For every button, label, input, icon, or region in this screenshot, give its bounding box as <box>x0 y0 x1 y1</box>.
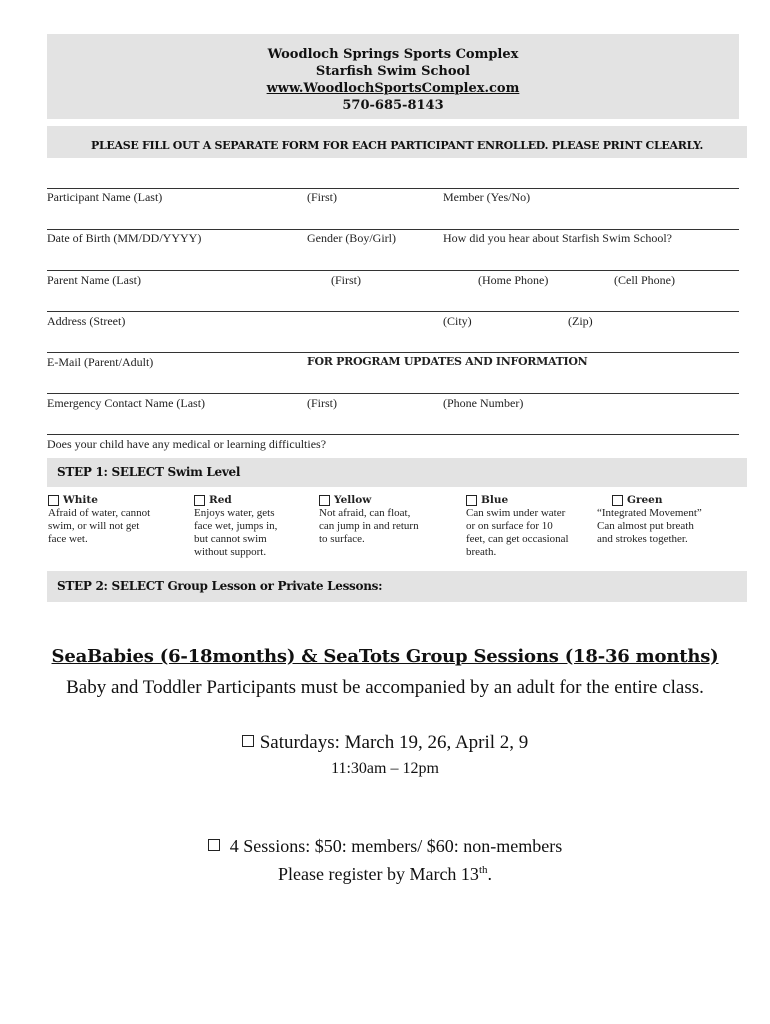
level-white[interactable] <box>48 494 150 546</box>
checkbox-red[interactable] <box>194 495 205 506</box>
level-desc: and strokes together. <box>597 533 688 545</box>
instructions-banner: PLEASE FILL OUT A SEPARATE FORM FOR EACH PARTICIPANT ENROLLED. PLEASE PRINT CLEARLY. <box>47 126 747 158</box>
home-phone-label: (Home Phone) <box>478 273 549 287</box>
checkbox-white[interactable] <box>48 495 59 506</box>
participant-last-label: Participant Name (Last) <box>47 190 163 204</box>
step1-label: STEP 1: SELECT Swim Level <box>57 465 241 479</box>
level-desc: to surface. <box>319 533 365 545</box>
level-name: Blue <box>481 494 509 506</box>
header-box <box>47 34 739 119</box>
deadline-period: . <box>487 864 492 884</box>
program-title: SeaBabies (6-18months) & SeaTots Group Sessions (18-36 months) <box>51 646 719 667</box>
level-red[interactable] <box>194 494 277 559</box>
level-desc: swim, or will not get <box>48 520 140 532</box>
level-desc: Enjoys water, gets <box>194 507 275 519</box>
level-desc: Can swim under water <box>466 507 566 519</box>
medical-question: Does your child have any medical or learning difficulties? <box>47 437 327 451</box>
field-line[interactable] <box>47 229 739 230</box>
address-label: Address (Street) <box>47 314 126 328</box>
level-name: Yellow <box>334 494 372 506</box>
price-text: 4 Sessions: $50: members/ $60: non-members <box>229 836 563 856</box>
field-line[interactable] <box>47 311 739 312</box>
school-name: Starfish Swim School <box>315 64 471 79</box>
city-label: (City) <box>443 314 472 328</box>
zip-label: (Zip) <box>568 314 593 328</box>
hear-about-label: How did you hear about Starfish Swim School? <box>443 231 672 245</box>
level-blue[interactable] <box>466 494 569 559</box>
program-note: Baby and Toddler Participants must be accompanied by an adult for the entire class. <box>66 677 704 698</box>
checkbox-green[interactable] <box>612 495 623 506</box>
level-desc: or on surface for 10 <box>466 520 553 532</box>
email-label: E-Mail (Parent/Adult) <box>47 355 154 369</box>
emergency-last-label: Emergency Contact Name (Last) <box>47 396 206 410</box>
session-time: 11:30am – 12pm <box>331 760 439 777</box>
phone-number: 570-685-8143 <box>342 98 444 113</box>
org-name: Woodloch Springs Sports Complex <box>267 47 519 62</box>
level-desc: face wet, jumps in, <box>194 520 278 532</box>
field-line[interactable] <box>47 188 739 189</box>
level-name: White <box>63 494 98 506</box>
step2-bar <box>47 571 747 602</box>
step1-bar <box>47 458 747 487</box>
website-link[interactable]: www.WoodlochSportsComplex.com <box>266 81 520 96</box>
registration-deadline <box>0 864 770 885</box>
checkbox-blue[interactable] <box>466 495 477 506</box>
emergency-first-label: (First) <box>307 396 337 410</box>
checkbox-yellow[interactable] <box>319 495 330 506</box>
parent-first-label: (First) <box>331 273 361 287</box>
level-green[interactable] <box>597 494 702 546</box>
schedule-option[interactable] <box>0 732 770 754</box>
field-line[interactable] <box>47 270 739 271</box>
schedule-text: Saturdays: March 19, 26, April 2, 9 <box>259 732 529 753</box>
email-note: FOR PROGRAM UPDATES AND INFORMATION <box>307 355 588 368</box>
level-desc: Can almost put breath <box>597 520 694 532</box>
member-label: Member (Yes/No) <box>443 190 531 204</box>
level-desc: feet, can get occasional <box>466 533 569 545</box>
level-desc: without support. <box>194 546 267 558</box>
price-checkbox[interactable] <box>208 839 220 851</box>
level-name: Red <box>209 494 232 506</box>
level-desc: Afraid of water, cannot <box>48 507 151 519</box>
gender-label: Gender (Boy/Girl) <box>307 231 396 245</box>
level-desc: face wet. <box>48 533 88 545</box>
level-desc: breath. <box>466 546 497 558</box>
field-line[interactable] <box>47 393 739 394</box>
schedule-checkbox[interactable] <box>242 735 254 747</box>
emergency-phone-label: (Phone Number) <box>443 396 524 410</box>
level-desc: “Integrated Movement” <box>597 507 702 519</box>
deadline-suffix: th <box>478 864 488 876</box>
participant-first-label: (First) <box>307 190 337 204</box>
level-yellow[interactable] <box>319 494 419 546</box>
price-option[interactable] <box>0 836 770 857</box>
deadline-text: Please register by March 13 <box>278 864 479 884</box>
level-desc: Not afraid, can float, <box>319 507 411 519</box>
level-desc: but cannot swim <box>194 533 267 545</box>
dob-label: Date of Birth (MM/DD/YYYY) <box>47 231 202 245</box>
step2-label: STEP 2: SELECT Group Lesson or Private Lessons: <box>57 579 383 593</box>
parent-last-label: Parent Name (Last) <box>47 273 141 287</box>
field-line[interactable] <box>47 434 739 435</box>
level-desc: can jump in and return <box>319 520 419 532</box>
field-line[interactable] <box>47 352 739 353</box>
cell-phone-label: (Cell Phone) <box>614 273 675 287</box>
level-name: Green <box>627 494 663 506</box>
